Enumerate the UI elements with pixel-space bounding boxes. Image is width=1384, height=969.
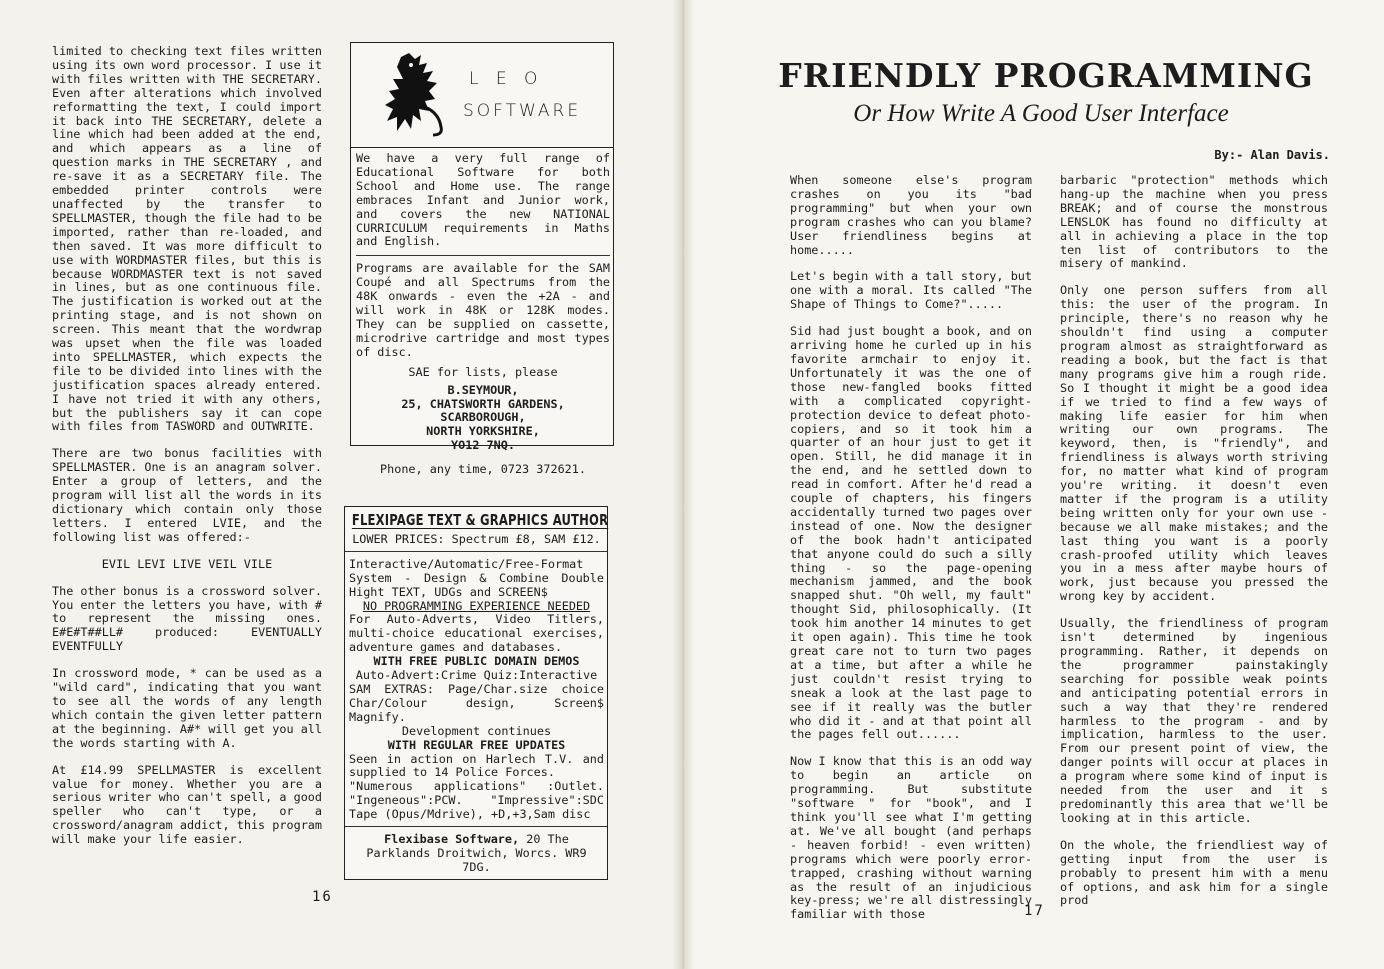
book-gutter (672, 0, 694, 969)
paragraph: Only one person suffers from all this: the user of the program. In principle, there's no reason why he shouldn't find using a computer program almost as straightforward as reading a book, but the fact is that many programs give him a rough ride. So I thought it might be a good idea if we tried to find a few ways of making life easier for him when writing our own programs. The keyword, then, is "friendly", and friendliness is always worth striving for, no matter what kind of program you're writing. it doesn't even matter if the program is a utility being written only for your own use - because we all make mistakes; and the last thing you want is a poorly crash-proofed utility which leaves you in a mess after maybe hours of work, just because you pressed the wrong key by accident. (1060, 283, 1328, 604)
lion-rampant-icon (381, 51, 451, 137)
leo-software-advert (350, 42, 614, 477)
divider (345, 826, 607, 827)
paragraph: At £14.99 SPELLMASTER is excellent value for money. Whether you are a serious writer who can't spell, a good speller who can't type, or a crossword/anagram addict, this program will make your life easier. (52, 762, 322, 847)
anagram-result: EVIL LEVI LIVE VEIL VILE (101, 556, 273, 571)
leo-address-line: SCARBOROUGH, (440, 410, 526, 425)
flexipage-features: Interactive/Automatic/Free-Format System - Design & Combine Double Hight TEXT, UDGs and SCREEN$ (349, 556, 604, 599)
leo-address-line: YO12 7NQ. (451, 438, 515, 453)
left-article-column (52, 45, 322, 860)
page-number-right: 17 (1024, 903, 1045, 919)
article-byline: By:- Alan Davis. (1214, 148, 1330, 162)
leo-sae: SAE for lists, please (408, 364, 558, 379)
paragraph: In crossword mode, * can be used as a "wild card", indicating that you want to see all the words of any length which contain the given letter pattern at the beginning. A#* will get you all the words starting with A. (52, 666, 322, 750)
paragraph: The other bonus is a crossword solver. You enter the letters you have, with # to represent the missing ones. E#E#T##LL# produced: EVENTUALLY EVENTFULLY (52, 583, 322, 654)
paragraph: barbaric "protection" methods which hang-up the machine when you press BREAK; and of course the monstrous LENSLOK has found no difficulty at all in achieving a place in the top ten list of contributors to the misery of mankind. (1060, 173, 1328, 271)
flexipage-prices: LOWER PRICES: Spectrum £8, SAM £12. (352, 531, 601, 546)
article-column-1 (790, 174, 1032, 935)
flexipage-reviews: "Numerous applications" :Outlet. "Ingeneous":PCW. "Impressive":SDC Tape (Opus/Mdrive), +D,+3,Sam disc (349, 779, 604, 822)
flexipage-company: Flexibase Software, (384, 832, 520, 847)
leo-address-line: NORTH YORKSHIRE, (426, 424, 540, 439)
divider (345, 551, 607, 552)
paragraph: When someone else's program crashes on you its "bad programming" but when your own program crashes who can you blame? User friendliness begins at home..... (790, 173, 1032, 257)
paragraph: limited to checking text files written using its own word processor. I use it with files written with THE SECRETARY. Even after alterations which involved reformatting the text, I could import it back into THE SECRETARY, delete a line which had been added at the end, and which appears as a line of question marks in THE SECRETARY , and re-save it as a SECRETARY file. The embedded printer controls were unaffected by the transfer to SPELLMASTER, though the file had to be imported, rather than re-loaded, and then saved. It was more difficult to use with WORDMASTER files, but this is because WORDMASTER text is not saved in lines, but as one continuous file. The justification is worked out at the printing stage, and is not shown on screen. This meant that the wordwrap was upset when the file was loaded into SPELLMASTER, which expects the file to be divided into lines with the justification spaces already entered. I have not tried it with any others, but the publishers say it can cope with files from TASWORD and OUTWRITE. (52, 44, 322, 434)
paragraph: Now I know that this is an odd way to begin an article on programming. But substitute "software " for "book", and I think you'll see what I'm getting at. We've all bought (and perhaps - heaven forbid! - even written) programs which were poorly error-trapped, crashing without warning as the result of an injudicious key-press; we're all distressingly familiar with those (790, 754, 1032, 922)
paragraph: Sid had just bought a book, and on arriving home he curled up in his favorite armchair to enjoy it. Unfortunately it was the one of those new-fangled books fitted with a complicated copyright-protection device to defeat photo-copiers, and so it took him a quarter of an hour just to get it open. Still, he did manage it in the end, and he settled down to read in comfort. After he'd read a couple of chapters, his fingers accidentally turned two pages over instead of one. Now the designer of the book hadn't anticipated that anyone could do such a silly thing - so the page-opening mechanism jammed, and the book snapped shut. "Oh well, my fault" thought Sid, philosophically. (It took him another 14 minutes to get it open again). This time he took great care not to turn two pages at a time, but after a while he just couldn't resist trying to sneak a look at the last page to see if it really was the butler who did it - and at that point all the pages fell out...... (790, 324, 1032, 742)
article-column-2 (1060, 174, 1328, 921)
leo-description: We have a very full range of Educational Software for both School and Home use. The range embraces Infant and Junior work, and covers the new NATIONAL CURRICULUM requirements in Maths and English. (356, 151, 610, 249)
flexipage-seen: Seen in action on Harlech T.V. and supplied to 14 Police Forces. (349, 751, 604, 780)
flexipage-address: 20 The Parklands Droitwich, Worcs. WR9 7DG. (366, 832, 587, 874)
flexipage-title: FLEXIPAGE TEXT & GRAPHICS AUTHOR (351, 511, 609, 529)
leo-address-line: 25, CHATSWORTH GARDENS, (401, 396, 565, 411)
leo-phone: Phone, any time, 0723 372621. (380, 462, 586, 477)
flexipage-uses: For Auto-Adverts, Video Titlers, multi-choice educational exercises, adventure games and databases. (349, 612, 604, 655)
flexipage-advert (344, 506, 608, 880)
paragraph: Let's begin with a tall story, but one with a moral. Its called "The Shape of Things to Come?"..... (790, 269, 1032, 312)
flexipage-sam-extras: SAM EXTRAS: Page/Char.size choice Char/Colour design, Screen$ Magnify. (349, 681, 604, 724)
paragraph: Usually, the friendliness of program isn't determined by ingenious programming. Rather, it depends on the programmer painstakingly searching for possible weak points and anticipating potential errors in such a way that they're rendered harmless to the program - and by implication, harmless to the user. From our present point of view, the danger points will occur at places in a program where some kind of input is needed from the user and it s predominantly this area that we'll be looking at in this article. (1060, 616, 1328, 825)
leo-name: L E O (469, 69, 544, 89)
flexipage-updates-heading: WITH REGULAR FREE UPDATES (387, 737, 566, 752)
leo-address-line: B.SEYMOUR, (447, 382, 519, 397)
article-title: FRIENDLY PROGRAMMING (778, 56, 1314, 95)
divider (356, 255, 610, 256)
leo-software-word: SOFTWARE (463, 101, 582, 121)
flexipage-demos-heading: WITH FREE PUBLIC DOMAIN DEMOS (373, 654, 580, 669)
flexipage-development: Development continues (401, 723, 552, 738)
paragraph: There are two bonus facilities with SPELLMASTER. One is an anagram solver. Enter a group of letters, and the program will list all the words in its dictionary which contain only those letters. I entered LVIE, and the following list was offered:- (52, 446, 322, 544)
article-subtitle: Or How Write A Good User Interface (853, 100, 1229, 127)
page-number-left: 16 (312, 889, 333, 905)
flexipage-demos: Auto-Advert:Crime Quiz:Interactive (355, 668, 598, 683)
leo-compatibility: Programs are available for the SAM Coupé and all Spectrums from the 48K onwards - even the +2A - and will work in 48K or 128K modes. They can be supplied on cassette, microdrive cartridge and most types of disc. (356, 261, 610, 359)
leo-logo (351, 43, 613, 148)
flexipage-no-experience: NO PROGRAMMING EXPERIENCE NEEDED (362, 598, 591, 613)
paragraph: On the whole, the friendliest way of getting input from the user is probably to present him with a menu of options, and ask him for a single prod (1060, 837, 1328, 908)
